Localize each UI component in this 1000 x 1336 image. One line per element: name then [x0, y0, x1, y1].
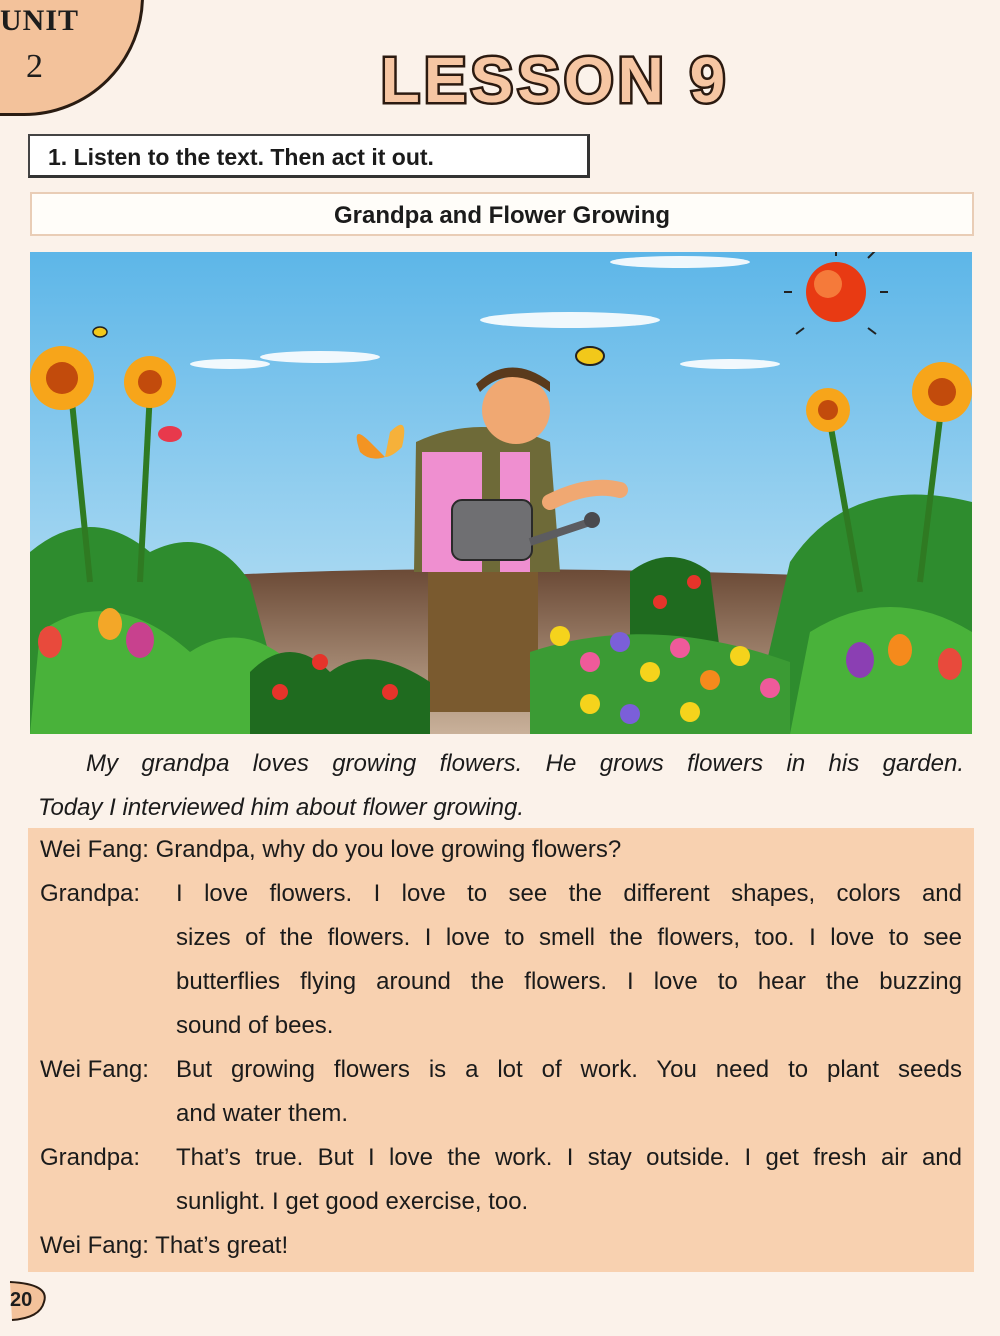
speech-line: I love flowers. I love to see the different shapes, colors and [176, 880, 962, 907]
page-number: 20 [10, 1289, 33, 1311]
instruction-box [28, 134, 590, 178]
speech-line: and water them. [176, 1100, 349, 1127]
speech-text: That’s great! [155, 1232, 289, 1259]
lesson-title [340, 36, 770, 116]
instruction-text: 1. Listen to the text. Then act it out. [48, 144, 434, 170]
garden-illustration [30, 252, 972, 734]
dialogue-line [40, 1224, 962, 1268]
dialogue-box [28, 828, 974, 1272]
dialogue-line [40, 872, 962, 1048]
intro-line-2: Today I interviewed him about flower growing. [38, 794, 525, 821]
speech-line: That’s true. But I love the work. I stay outside. I get fresh air and [176, 1144, 962, 1171]
speech-line: sound of bees. [176, 1012, 334, 1039]
speaker-label: Grandpa: [40, 1144, 141, 1171]
speech-line: But growing flowers is a lot of work. You need to plant seeds [176, 1056, 962, 1083]
lesson-title-text: LESSON 9 [380, 44, 730, 116]
speech-text [176, 872, 962, 1048]
speech-line: sizes of the flowers. I love to smell the flowers, too. I love to see [176, 924, 962, 951]
unit-number: 2 [26, 48, 43, 85]
speech-text [176, 1136, 962, 1224]
speech-line: butterflies flying around the flowers. I love to hear the buzzing [176, 968, 962, 995]
speaker-label: Wei Fang: [40, 1056, 149, 1083]
ladybug-icon [158, 426, 182, 442]
story-title-box [30, 192, 974, 236]
dialogue-line [40, 828, 962, 872]
intro-line-1: My grandpa loves growing flowers. He grows flowers in his garden. [86, 750, 964, 777]
intro-paragraph [38, 742, 964, 830]
story-title: Grandpa and Flower Growing [333, 202, 671, 229]
unit-label: UNIT [0, 4, 80, 37]
speaker-label: Wei Fang: [40, 1232, 149, 1259]
speech-line: sunlight. I get good exercise, too. [176, 1188, 529, 1215]
speech-text [176, 1048, 962, 1136]
dialogue-line [40, 1136, 962, 1224]
dialogue-line [40, 1048, 962, 1136]
speaker-label: Wei Fang: [40, 836, 149, 863]
speech-text: Grandpa, why do you love growing flowers? [155, 836, 622, 863]
speaker-label: Grandpa: [40, 880, 141, 907]
